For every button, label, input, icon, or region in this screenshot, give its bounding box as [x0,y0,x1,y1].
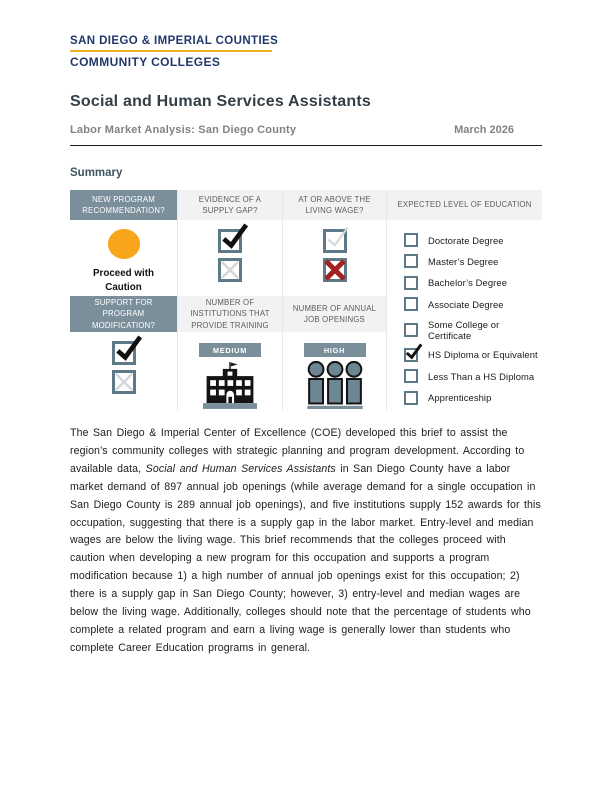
education-option-label: HS Diploma or Equivalent [428,349,538,361]
people-icon [306,361,364,409]
institutions-cell [177,332,282,410]
faint-x-icon [219,259,241,281]
org-logo [70,35,542,69]
faint-x-icon [113,371,135,393]
check-icon [405,343,423,361]
checkbox [404,233,418,247]
caution-indicator-icon [108,229,140,259]
logo-line-2: COMMUNITY COLLEGES [70,54,221,69]
checkbox [404,297,418,311]
checkbox [404,391,418,405]
openings-cell [282,332,386,410]
supply-gap-yes-checkbox [218,229,242,253]
education-option [404,319,542,341]
supply-gap-cell [177,220,282,296]
logo-line-1: SAN DIEGO & IMPERIAL COUNTIES [70,35,279,47]
school-building-icon [203,361,257,411]
check-icon [221,223,249,251]
modification-no-checkbox [112,370,136,394]
openings-level-badge: HIGH [304,343,366,357]
document-header [70,35,542,179]
summary-grid [70,190,542,410]
education-option [404,276,542,290]
modification-yes-checkbox [112,341,136,365]
check-icon [115,335,143,363]
program-modification-cell [70,332,177,410]
paragraph-text: The San Diego & Imperial Center of Excellence (COE) developed this brief to assist the region’s community colleges with strategic planning and program development. According to available data, [70,427,525,475]
paragraph-text: in San Diego County have a labor market demand of 897 annual job openings (while average demand for a single occupation in San Diego County is 289 annual job openings), and five institutions supply 152 awards for this occupation, suggesting that there is a supply gap in the labor market. Entry-level and median wages are below the living wage. This brief recommends that the colleges proceed with caution when developing a new program for this occupation and supports a program modification because 1) a high number of annual job openings exist for this occupation; 2) there is a supply gap in San Diego County; however, 3) entry-level and median wages are below the living wage. Additionally, colleges should note that the percentage of students who complete a related program and earn a living wage is generally lower than students who complete Career Education programs in general. [70,462,541,654]
education-option-label: Master’s Degree [428,255,499,267]
checkbox [404,323,418,337]
header-supply-gap: EVIDENCE OF A SUPPLY GAP? [177,190,282,220]
education-option [404,297,542,311]
summary-paragraph [70,425,542,658]
checkbox [404,254,418,268]
subtitle-row [70,124,542,136]
header-program-modification: SUPPORT FOR PROGRAM MODIFICATION? [70,296,177,332]
living-wage-no-checkbox [323,258,347,282]
page-title: Social and Human Services Assistants [70,92,371,110]
education-option-label: Associate Degree [428,298,504,310]
education-option [404,254,542,268]
education-checklist [386,220,542,410]
education-option-label: Less Than a HS Diploma [428,370,535,382]
document-subtitle: Labor Market Analysis: San Diego County [70,123,297,136]
header-expected-education: EXPECTED LEVEL OF EDUCATION [386,190,542,220]
document-date: March 2026 [454,123,514,136]
occupation-name-italic: Social and Human Services Assistants [145,462,336,475]
checkbox [404,276,418,290]
education-option [404,233,542,247]
living-wage-yes-checkbox [323,229,347,253]
header-annual-job-openings: NUMBER OF ANNUAL JOB OPENINGS [282,296,386,332]
education-option [404,391,542,405]
recommendation-status: Proceed with Caution [93,267,154,294]
header-divider [70,145,542,147]
checkbox [404,348,418,362]
education-option-label: Some College or Certificate [428,318,500,341]
header-living-wage: AT OR ABOVE THE LIVING WAGE? [282,190,386,220]
logo-gold-rule [70,50,272,52]
faint-check-icon [326,226,350,250]
living-wage-cell [282,220,386,296]
header-institutions-training: NUMBER OF INSTITUTIONS THAT PROVIDE TRAINING [177,296,282,332]
header-new-program-recommendation: NEW PROGRAM RECOMMENDATION? [70,190,177,220]
education-option [404,369,542,383]
education-option [404,348,542,362]
new-program-recommendation-cell [70,220,177,296]
supply-gap-no-checkbox [218,258,242,282]
summary-heading: Summary [70,167,123,179]
checkbox [404,369,418,383]
education-option-label: Doctorate Degree [428,234,504,246]
red-x-icon [324,259,346,281]
education-option-label: Bachelor’s Degree [428,277,508,289]
education-option-label: Apprenticeship [428,392,492,404]
institutions-level-badge: MEDIUM [199,343,261,357]
